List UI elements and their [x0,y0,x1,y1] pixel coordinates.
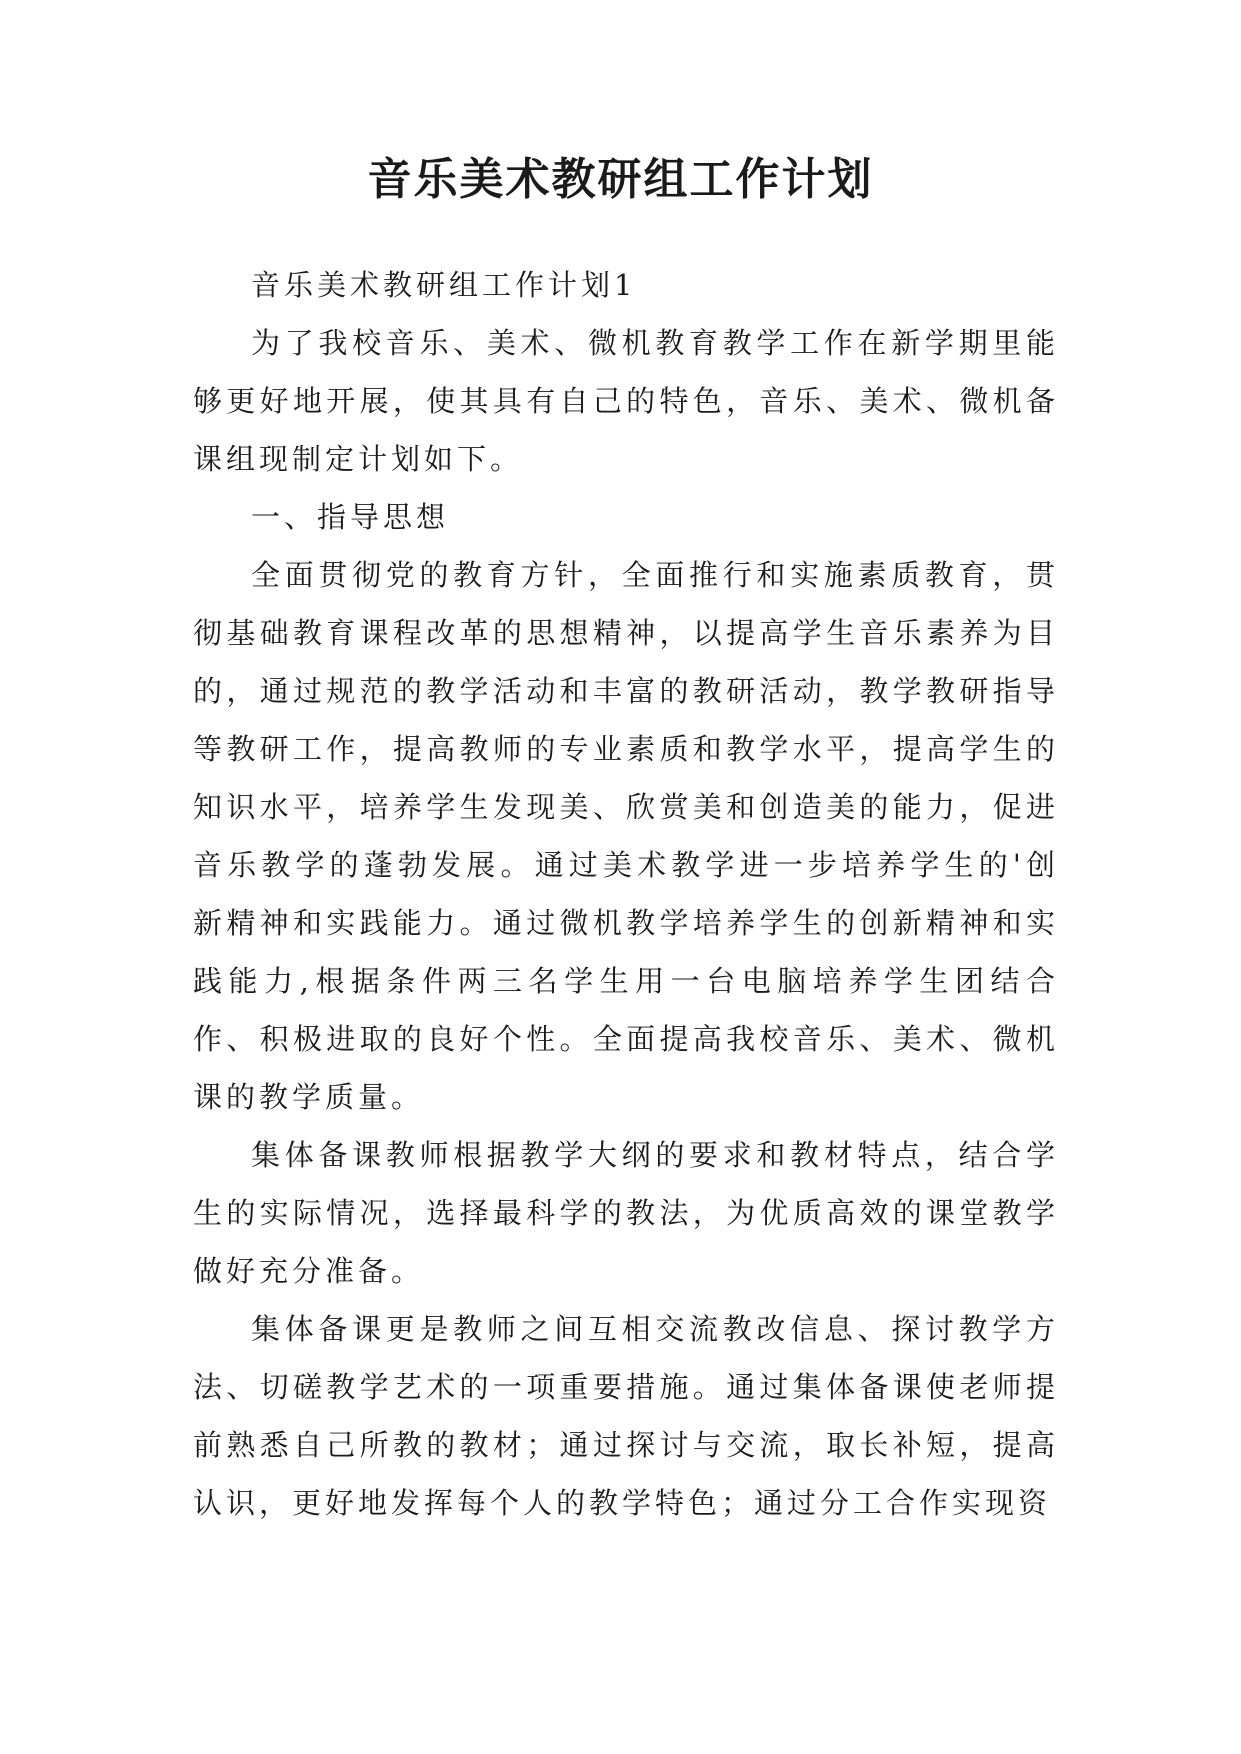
paragraph-collective-lesson-prep-measures: 集体备课更是教师之间互相交流教改信息、探讨教学方法、切磋教学艺术的一项重要措施。通过集体备课使老师提前熟悉自己所教的教材；通过探讨与交流，取长补短，提高认识，更好地发挥每个人的教学特色；通过分工合作实现资 [193,1312,1059,1520]
paragraph-subtitle: 音乐美术教研组工作计划1 [251,268,637,302]
document-body [193,256,1059,1532]
section-heading-guiding-ideology: 一、指导思想 [251,500,450,534]
paragraph-collective-lesson-prep: 集体备课教师根据教学大纲的要求和教材特点，结合学生的实际情况，选择最科学的教法，为优质高效的课堂教学做好充分准备。 [193,1138,1059,1288]
paragraph-intro: 为了我校音乐、美术、微机教育教学工作在新学期里能够更好地开展，使其具有自己的特色，音乐、美术、微机备课组现制定计划如下。 [193,326,1059,476]
document-title: 音乐美术教研组工作计划 [367,154,874,205]
paragraph-guiding-ideology: 全面贯彻党的教育方针，全面推行和实施素质教育，贯彻基础教育课程改革的思想精神，以提高学生音乐素养为目的，通过规范的教学活动和丰富的教研活动，教学教研指导等教研工作，提高教师的专业素质和教学水平，提高学生的知识水平，培养学生发现美、欣赏美和创造美的能力，促进音乐教学的蓬勃发展。通过美术教学进一步培养学生的'创新精神和实践能力。通过微机教学培养学生的创新精神和实践能力,根据条件两三名学生用一台电脑培养学生团结合作、积极进取的良好个性。全面提高我校音乐、美术、微机课的教学质量。 [193,558,1059,1114]
